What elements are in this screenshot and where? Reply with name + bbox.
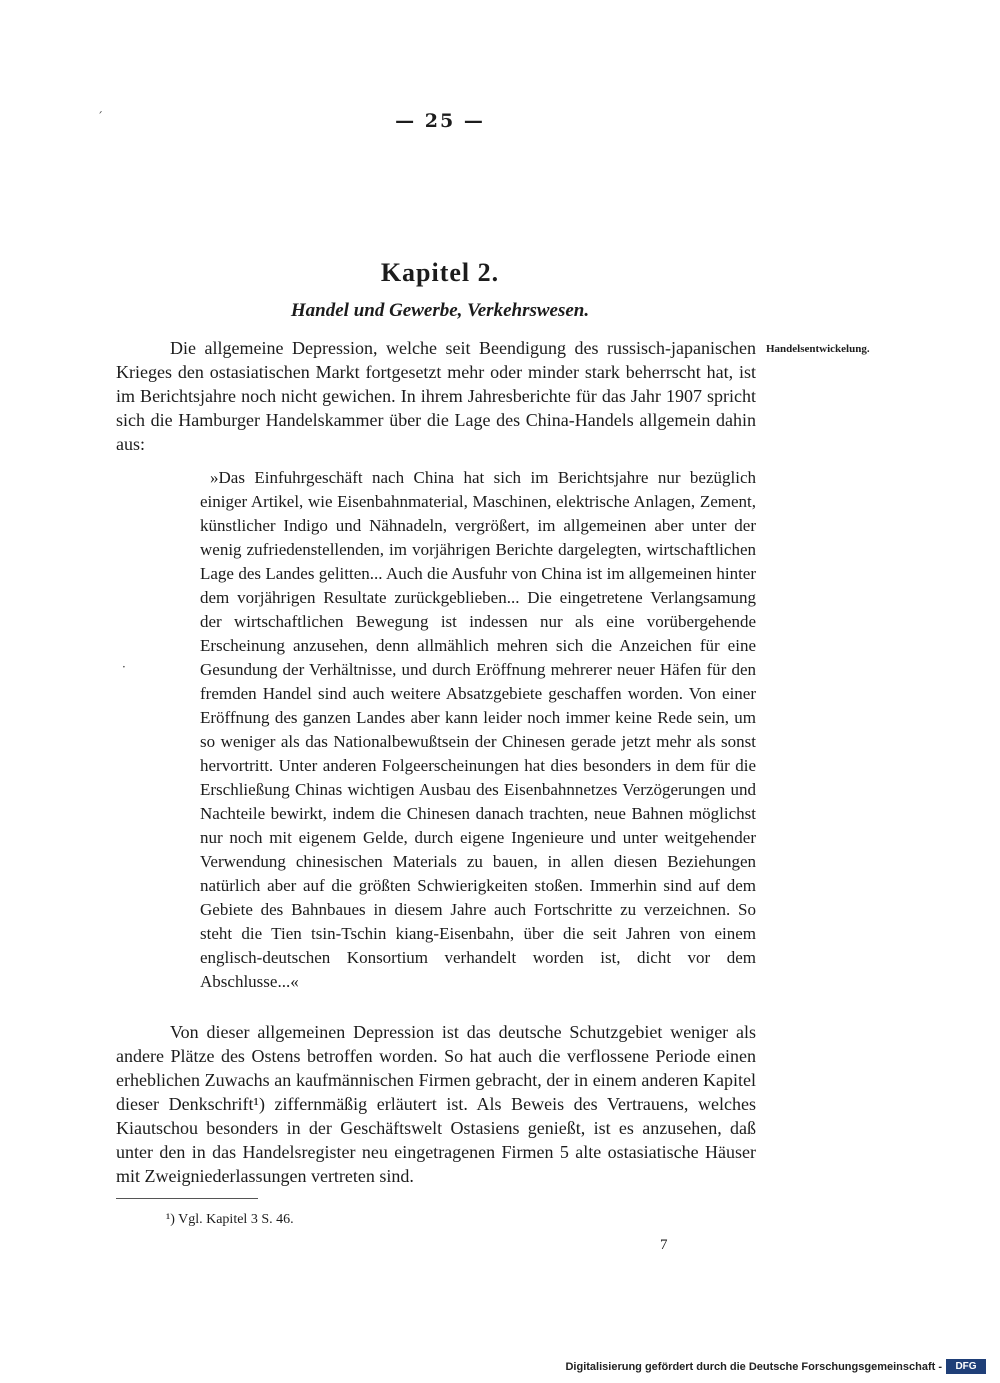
stray-mark-middle: · [122,660,126,674]
footnote: ¹) Vgl. Kapitel 3 S. 46. [166,1212,294,1227]
closing-paragraph: Von dieser allgemeinen Depression ist das deutsche Schutzgebiet weniger als andere Plätze des Ostens betroffen worden. So hat auch die verflossene Periode einen erheblichen Zuwachs an kaufmännischen Firmen gebracht, der in einem anderen Kapitel dieser Denkschrift¹) ziffernmäßig erläutert ist. Als Beweis des Vertrauens, welches Kiautschou besonders in der Geschäftswelt Ostasiens genießt, ist es anzusehen, daß unter den in das Handelsregister neu eingetragenen Firmen 5 alte ostasiatische Häuser mit Zweigniederlassungen vertreten sind. [116,1022,756,1186]
marginal-note: Handelsentwickelung. [766,343,870,355]
chapter-title: Kapitel 2. [380,258,500,287]
stray-mark-top: ´ [97,110,103,124]
page-number: — 25 — [395,110,485,132]
footnote-divider [116,1198,258,1199]
digitization-credit: Digitalisierung gefördert durch die Deutsche Forschungsgemeinschaft - [565,1361,942,1373]
dfg-logo: DFG [946,1359,986,1374]
signature-mark: 7 [660,1237,668,1253]
chapter-subtitle: Handel und Gewerbe, Verkehrswesen. [290,300,590,321]
intro-paragraph: Die allgemeine Depression, welche seit Beendigung des russisch-japanischen Krieges den ostasiatischen Markt fortgesetzt mehr oder minder stark beherrscht hat, ist im Berichtsjahre noch nicht gewichen. In ihrem Jahresberichte für das Jahr 1907 spricht sich die Hamburger Handelskammer über die Lage des China-Handels allgemein dahin aus: [116,338,756,454]
quoted-report: »Das Einfuhrgeschäft nach China hat sich im Berichtsjahre nur bezüglich einiger Artikel, wie Eisenbahnmaterial, Maschinen, elektrische Anlagen, Zement, künstlicher Indigo und Nähnadeln, vergrößert, im allgemeinen aber unter der wenig zufriedenstellenden, im vorjährigen Berichte dargelegten, wirtschaftlichen Lage des Landes gelitten... Auch die Ausfuhr von China ist im allgemeinen hinter dem vorjährigen Resultate zurückgeblieben... Die eingetretene Verlangsamung der wirtschaftlichen Bewegung ist indessen nur als eine vorübergehende Erscheinung anzusehen, denn allmählich mehren sich die Anzeichen für eine Gesundung der Verhältnisse, und durch Eröffnung mehrerer neuer Häfen für den fremden Handel sind auch weitere Absatzgebiete geschaffen worden. Von einer Eröffnung des ganzen Landes aber kann leider noch immer keine Rede sein, um so weniger als das Nationalbewußtsein der Chinesen gerade jetzt mehr als sonst hervortritt. Unter anderen Folgeerscheinungen hat dies besonders in dem für die Erschließung Chinas wichtigen Ausbau des Eisenbahnnetzes Verzögerungen und Nachteile bewirkt, indem die Chinesen danach trachten, neue Bahnen möglichst nur noch mit eigenem Gelde, durch eigene Ingenieure und unter weitgehender Verwendung chinesischen Materials zu bauen, in allen diesen Beziehungen natürlich aber auf die größten Schwierigkeiten stoßen. Immerhin sind auf dem Gebiete des Bahnbaues in diesem Jahre auch Fortschritte zu verzeichnen. So steht die Tien tsin-Tschin kiang-Eisenbahn, über die seit Jahren von einem englisch-deutschen Konsortium verhandelt worden ist, dicht vor dem Abschlusse...« [200,468,756,991]
